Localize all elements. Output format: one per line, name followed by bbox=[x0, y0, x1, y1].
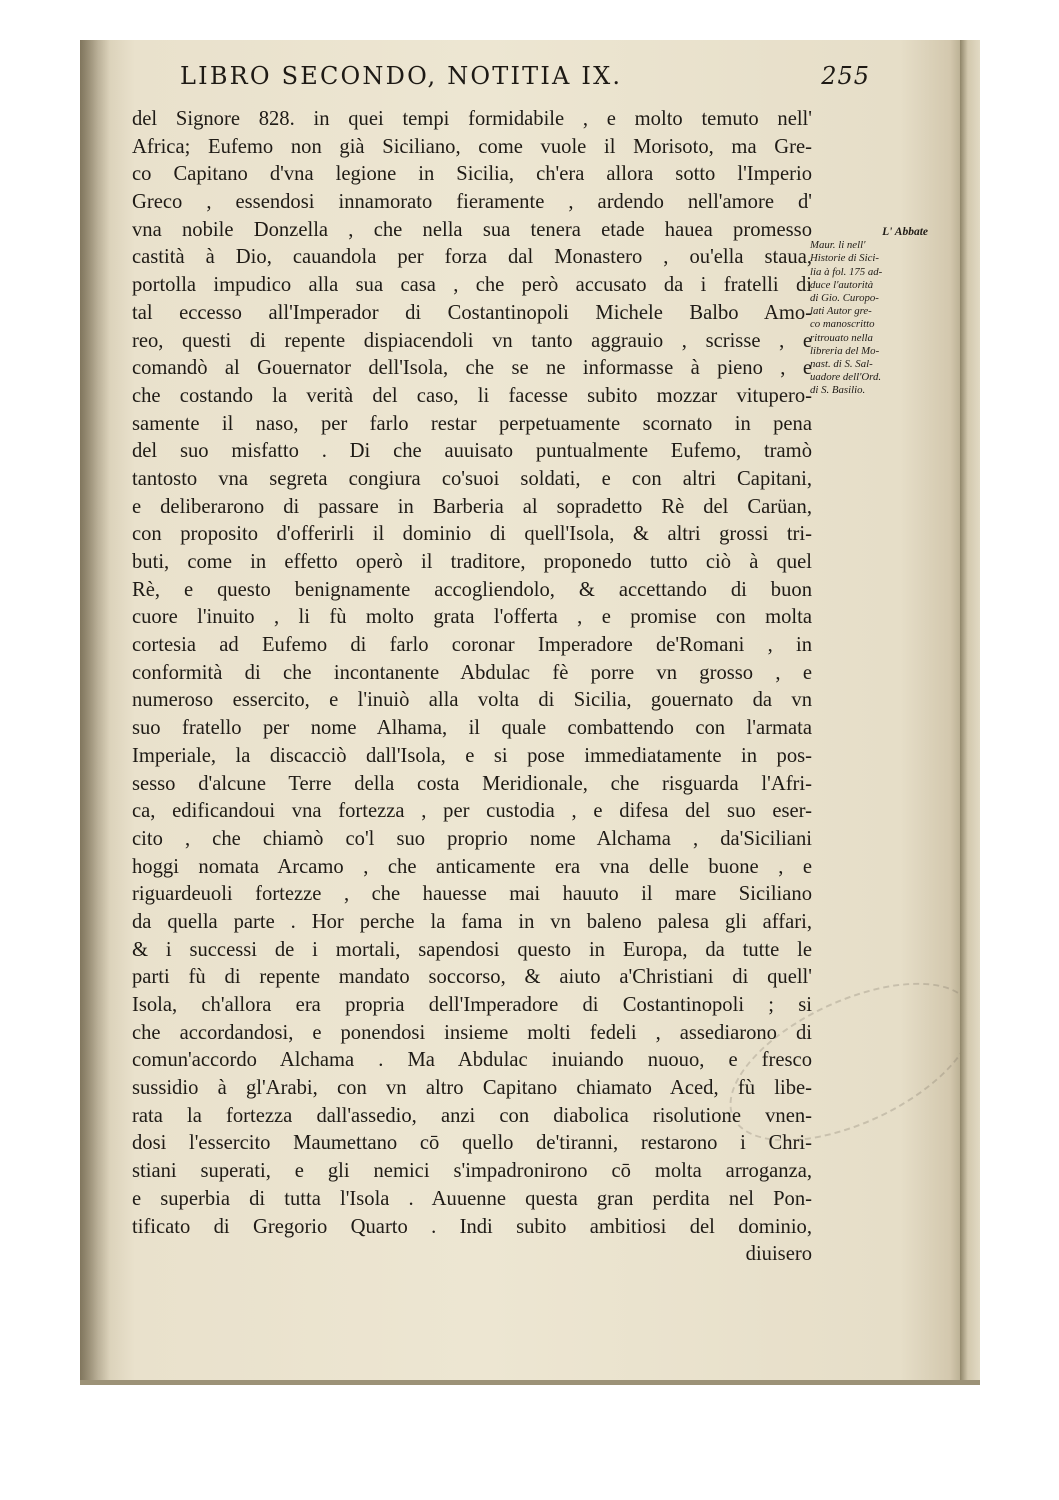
book-page bbox=[80, 40, 960, 1385]
text-line: e deliberarono di passare in Barberia al sopradetto Rè del Carüan, bbox=[132, 495, 812, 518]
marginal-note-line: co manoscritto bbox=[810, 318, 875, 331]
text-line: dosi l'essercito Maumettano cō quello de'tiranni, restarono i Chri- bbox=[132, 1132, 812, 1155]
marginal-note bbox=[810, 226, 928, 398]
text-line: numeroso essercito, e l'inuiò alla volta di Sicilia, gouernato da vn bbox=[132, 689, 812, 712]
text-line: che costando la verità del caso, li facesse subito mozzar vitupero- bbox=[132, 384, 812, 407]
marginal-note-line: lia à fol. 175 ad- bbox=[810, 265, 883, 278]
text-line: Rè, e questo benignamente accogliendolo, & accettando di buon bbox=[132, 578, 812, 601]
text-line: del suo misfatto . Di che auuisato puntualmente Eufemo, tramò bbox=[132, 440, 812, 463]
text-line: Greco , essendosi innamorato fieramente , ardendo nell'amore d' bbox=[132, 191, 812, 214]
text-line: conformità di che incontanente Abdulac fè porre vn grosso , e bbox=[132, 661, 812, 684]
text-line: buti, come in effetto operò il traditore, proponedo tutto ciò à quel bbox=[132, 551, 812, 573]
gutter-shadow bbox=[80, 40, 110, 1385]
text-line: sesso d'alcune Terre della costa Meridionale, che risguarda l'Afri- bbox=[132, 772, 812, 795]
text-line: del Signore 828. in quei tempi formidabile , e molto temuto nell' bbox=[132, 108, 812, 130]
text-line: co Capitano d'vna legione in Sicilia, ch'era allora sotto l'Imperio bbox=[132, 163, 812, 186]
marginal-note-line: Historie di Sici- bbox=[810, 252, 879, 265]
text-line: portolla impudico alla sua casa , che però accusato da i fratelli di bbox=[132, 274, 812, 297]
text-line: parti fù di repente mandato soccorso, & aiuto a'Christiani di quell' bbox=[132, 966, 812, 989]
text-line: & i successi de i mortali, sapendosi questo in Europa, da tutte le bbox=[132, 938, 812, 961]
page-number: 255 bbox=[821, 62, 870, 90]
marginal-note-line: uadore dell'Ord. bbox=[810, 371, 882, 384]
text-line: stiani superati, e gli nemici s'impadronirono cō molta arroganza, bbox=[132, 1160, 812, 1183]
marginal-note-line: di Gio. Curopo- bbox=[810, 292, 879, 305]
text-line: hoggi nomata Arcamo , che anticamente era vna delle buone , e bbox=[132, 855, 812, 878]
text-line: tal eccesso all'Imperador di Costantinopoli Michele Balbo Amo- bbox=[132, 301, 812, 324]
text-line: suo fratello per nome Alhama, il quale combattendo con l'armata bbox=[132, 717, 812, 740]
text-line: rata la fortezza dall'assedio, anzi con diabolica risolutione vnen- bbox=[132, 1104, 812, 1127]
text-line: tificato di Gregorio Quarto . Indi subito ambitiosi del dominio, bbox=[132, 1215, 812, 1238]
marginal-note-line: libreria del Mo- bbox=[810, 344, 880, 357]
text-line: castità à Dio, cauandola per forza dal Monastero , ou'ella staua, bbox=[132, 246, 812, 269]
marginal-note-line: L' Abbate bbox=[882, 226, 928, 238]
text-line: riguardeuoli fortezze , che hauesse mai hauuto il mare Siciliano bbox=[132, 883, 812, 906]
marginal-note-line: Maur. li nell' bbox=[810, 239, 866, 252]
text-line: samente il naso, per farlo restar perpetuamente scornato in pena bbox=[132, 412, 812, 435]
marginal-note-line: ritrouato nella bbox=[810, 331, 873, 344]
text-line: reo, questi di repente dispiacendoli vn tanto aggrauio , scrisse , e bbox=[132, 329, 812, 352]
text-line: con proposito d'offerirli il dominio di quell'Isola, & altri grossi tri- bbox=[132, 523, 812, 546]
text-line: che accordandosi, e ponendosi insieme molti fedeli , assediarono di bbox=[132, 1021, 812, 1044]
text-line: cito , che chiamò co'l suo proprio nome Alchama , da'Siciliani bbox=[132, 827, 812, 850]
marginal-note-line: di S. Basilio. bbox=[810, 384, 866, 397]
text-line: cortesia ad Eufemo di farlo coronar Imperadore de'Romani , in bbox=[132, 634, 812, 657]
header-title: LIBRO SECONDO, NOTITIA IX. bbox=[180, 62, 623, 90]
main-text-block bbox=[132, 106, 812, 1269]
text-line: ca, edificandoui vna fortezza , per custodia , e difesa del suo eser- bbox=[132, 800, 812, 823]
text-line: da quella parte . Hor perche la fama in vn baleno palesa gli affari, bbox=[132, 910, 812, 933]
text-line: vna nobile Donzella , che nella sua tenera etade hauea promesso bbox=[132, 218, 812, 241]
next-page-edge bbox=[960, 40, 980, 1385]
text-line: tantosto vna segreta congiura co'suoi soldati, e con altri Capitani, bbox=[132, 467, 812, 490]
marginal-note-line: lati Autor gre- bbox=[810, 305, 872, 318]
text-line: Imperiale, la discacciò dall'Isola, e si pose immediatamente in pos- bbox=[132, 744, 812, 767]
text-line: cuore l'inuito , li fù molto grata l'offerta , e promise con molta bbox=[132, 606, 812, 629]
text-line: comandò al Gouernator dell'Isola, che se ne informasse à pieno , e bbox=[132, 357, 812, 380]
text-line: e superbia di tutta l'Isola . Auuenne questa gran perdita nel Pon- bbox=[132, 1187, 812, 1210]
scanned-page-frame bbox=[80, 40, 980, 1385]
text-line: Isola, ch'allora era propria dell'Imperadore di Costantinopoli ; si bbox=[132, 994, 812, 1016]
text-line: comun'accordo Alchama . Ma Abdulac inuiando nuouo, e fresco bbox=[132, 1049, 812, 1072]
text-line: Africa; Eufemo non già Siciliano, come vuole il Morisoto, ma Gre- bbox=[132, 135, 812, 158]
page-bottom-edge bbox=[80, 1380, 980, 1385]
text-line: sussidio à gl'Arabi, con vn altro Capitano chiamato Aced, fù libe- bbox=[132, 1077, 812, 1100]
marginal-note-line: duce l'autorità bbox=[810, 278, 874, 291]
catchword: diuisero bbox=[745, 1243, 812, 1266]
running-header bbox=[180, 62, 870, 90]
marginal-note-line: nast. di S. Sal- bbox=[810, 358, 873, 371]
